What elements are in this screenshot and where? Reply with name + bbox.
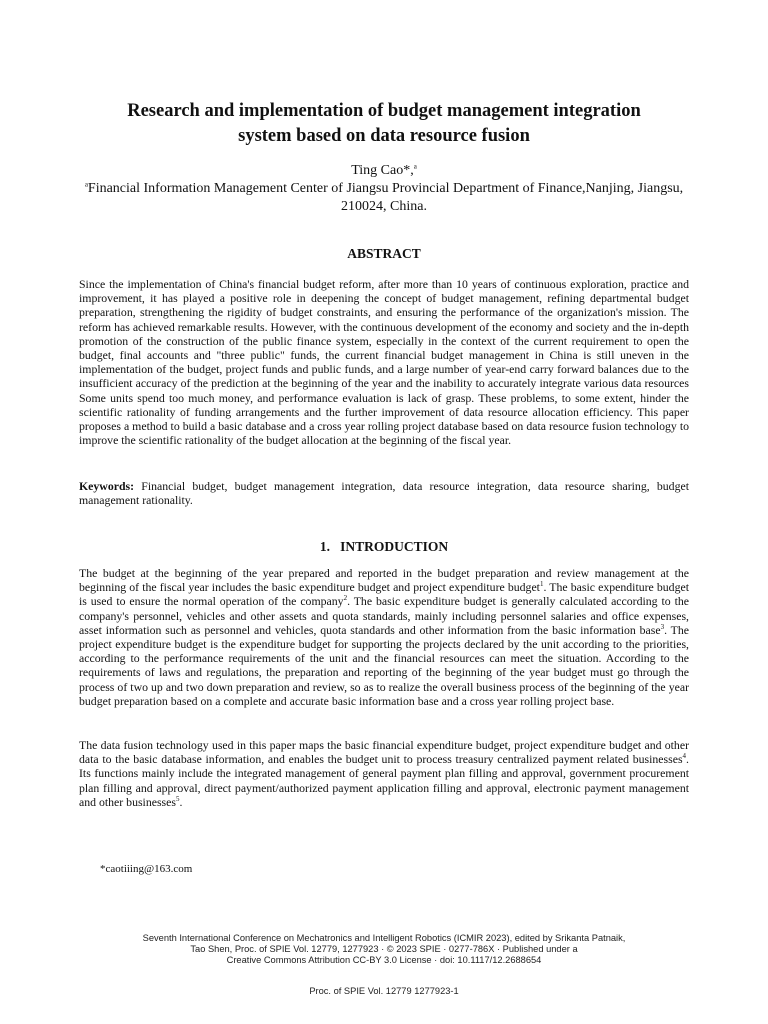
keywords [79, 479, 689, 507]
page-identifier: Proc. of SPIE Vol. 12779 1277923-1 [309, 986, 459, 996]
footer-line-2: Tao Shen, Proc. of SPIE Vol. 12779, 1277923 · © 2023 SPIE · 0277-786X · Published under a [190, 944, 578, 954]
abstract-heading: ABSTRACT [347, 246, 421, 261]
title-line-2: system based on data resource fusion [238, 126, 530, 146]
footer-line-3: Creative Commons Attribution CC-BY 3.0 License · doi: 10.1117/12.2688654 [226, 955, 542, 965]
author-name: Ting Cao*, [351, 163, 414, 178]
intro-p2-text: The data fusion technology used in this paper maps the basic financial expenditure budget, project expenditure budget and other data to the basic database information, and enables the budget unit to process treasury centralized payment related businesses [79, 738, 689, 767]
intro-p1-text: . The project expenditure budget is the expenditure budget for supporting the projects declared by the unit according to the priorities, according to the performance requirements of the unit and the financial resources can meet the situation. According to the requirements of laws and regulations, the preparation and reporting of the beginning of the year budget must go through the process of two up and two down preparation and review, so as to realize the overall business process of the beginning of the year budget preparation based on a complete and accurate basic information base and a cross year rolling project base. [79, 622, 690, 708]
abstract-body: Since the implementation of China's financial budget reform, after more than 10 years of continuous exploration, practice and improvement, it has played a positive role in deepening the concept of budget management, refining departmental budget preparation, strengthening the rigidity of budget constraints, and ensuring the performance of the organization's mission. The reform has achieved remarkable results. However, with the continuous development of the economy and society and the in-depth promotion of the construction of the public finance system, especially in the context of the current requirement to open the budget, final accounts and "three public" funds, the current financial budget management in China is still uneven in the implementation of the budget, project funds and public funds, and a large number of year-end carry forward balances due to the insufficient accuracy of the prediction at the beginning of the year and the inability to accurately integrate various data resources Some units spend too much money, and performance evaluation is lack of grasp. These problems, to some extent, hinder the scientific rationality of funding arrangements and the further improvement of data resource allocation efficiency. This paper proposes a method to build a basic database and a cross year rolling project database based on data resource fusion technology to improve the scientific rationality of the budget allocation at the beginning of the fiscal year. [79, 277, 689, 448]
paper-title [60, 99, 708, 149]
citation-marker: 1 [539, 580, 544, 589]
section-heading-introduction: 1. INTRODUCTION [319, 539, 449, 554]
intro-p1-text: . The basic expenditure budget is generally calculated according to the company's personnel, vehicles and other assets and quota standards, mainly including personnel salaries and office expenses, asset information such as personnel and vehicles, quota standards and other information from the basic information base [79, 594, 689, 637]
citation-marker: 5 [175, 794, 180, 803]
intro-p1-text: . The basic expenditure budget is used to ensure the normal operation of the company [79, 580, 689, 609]
affiliation-text: Financial Information Management Center of Jiangsu Provincial Department of Finance,Nanjing, Jiangsu, 210024, China. [87, 181, 684, 214]
affiliation-marker: a [84, 180, 88, 189]
intro-p2-text: . Its functions mainly include the integrated management of general payment plan filling and approval, government procurement plan filling and approval, direct payment/authorized payment application filling and approval, electronic payment management and other businesses [79, 752, 689, 809]
intro-p2-text: . [179, 794, 183, 809]
affiliation [70, 180, 698, 216]
keywords-text: Financial budget, budget management integration, data resource integration, data resource sharing, budget management rationality. [79, 479, 689, 508]
author-line [60, 162, 708, 180]
citation-marker: 2 [343, 594, 348, 603]
intro-paragraph-1 [79, 566, 689, 708]
corresponding-author-footnote: *caotiiing@163.com [100, 863, 193, 875]
keywords-label: Keywords: [79, 479, 135, 493]
title-line-1: Research and implementation of budget management integration [127, 101, 641, 121]
footer-line-1: Seventh International Conference on Mechatronics and Intelligent Robotics (ICMIR 2023), edited by Srikanta Patnaik, [142, 933, 626, 943]
intro-paragraph-2 [79, 738, 689, 809]
citation-marker: 4 [682, 752, 687, 761]
author-affiliation-marker: a [413, 162, 417, 171]
intro-p1-text: The budget at the beginning of the year prepared and reported in the budget preparation and review management at the beginning of the fiscal year includes the basic expenditure budget and project expenditure budget [79, 566, 689, 595]
conference-footer [90, 933, 678, 966]
citation-marker: 3 [660, 622, 665, 631]
